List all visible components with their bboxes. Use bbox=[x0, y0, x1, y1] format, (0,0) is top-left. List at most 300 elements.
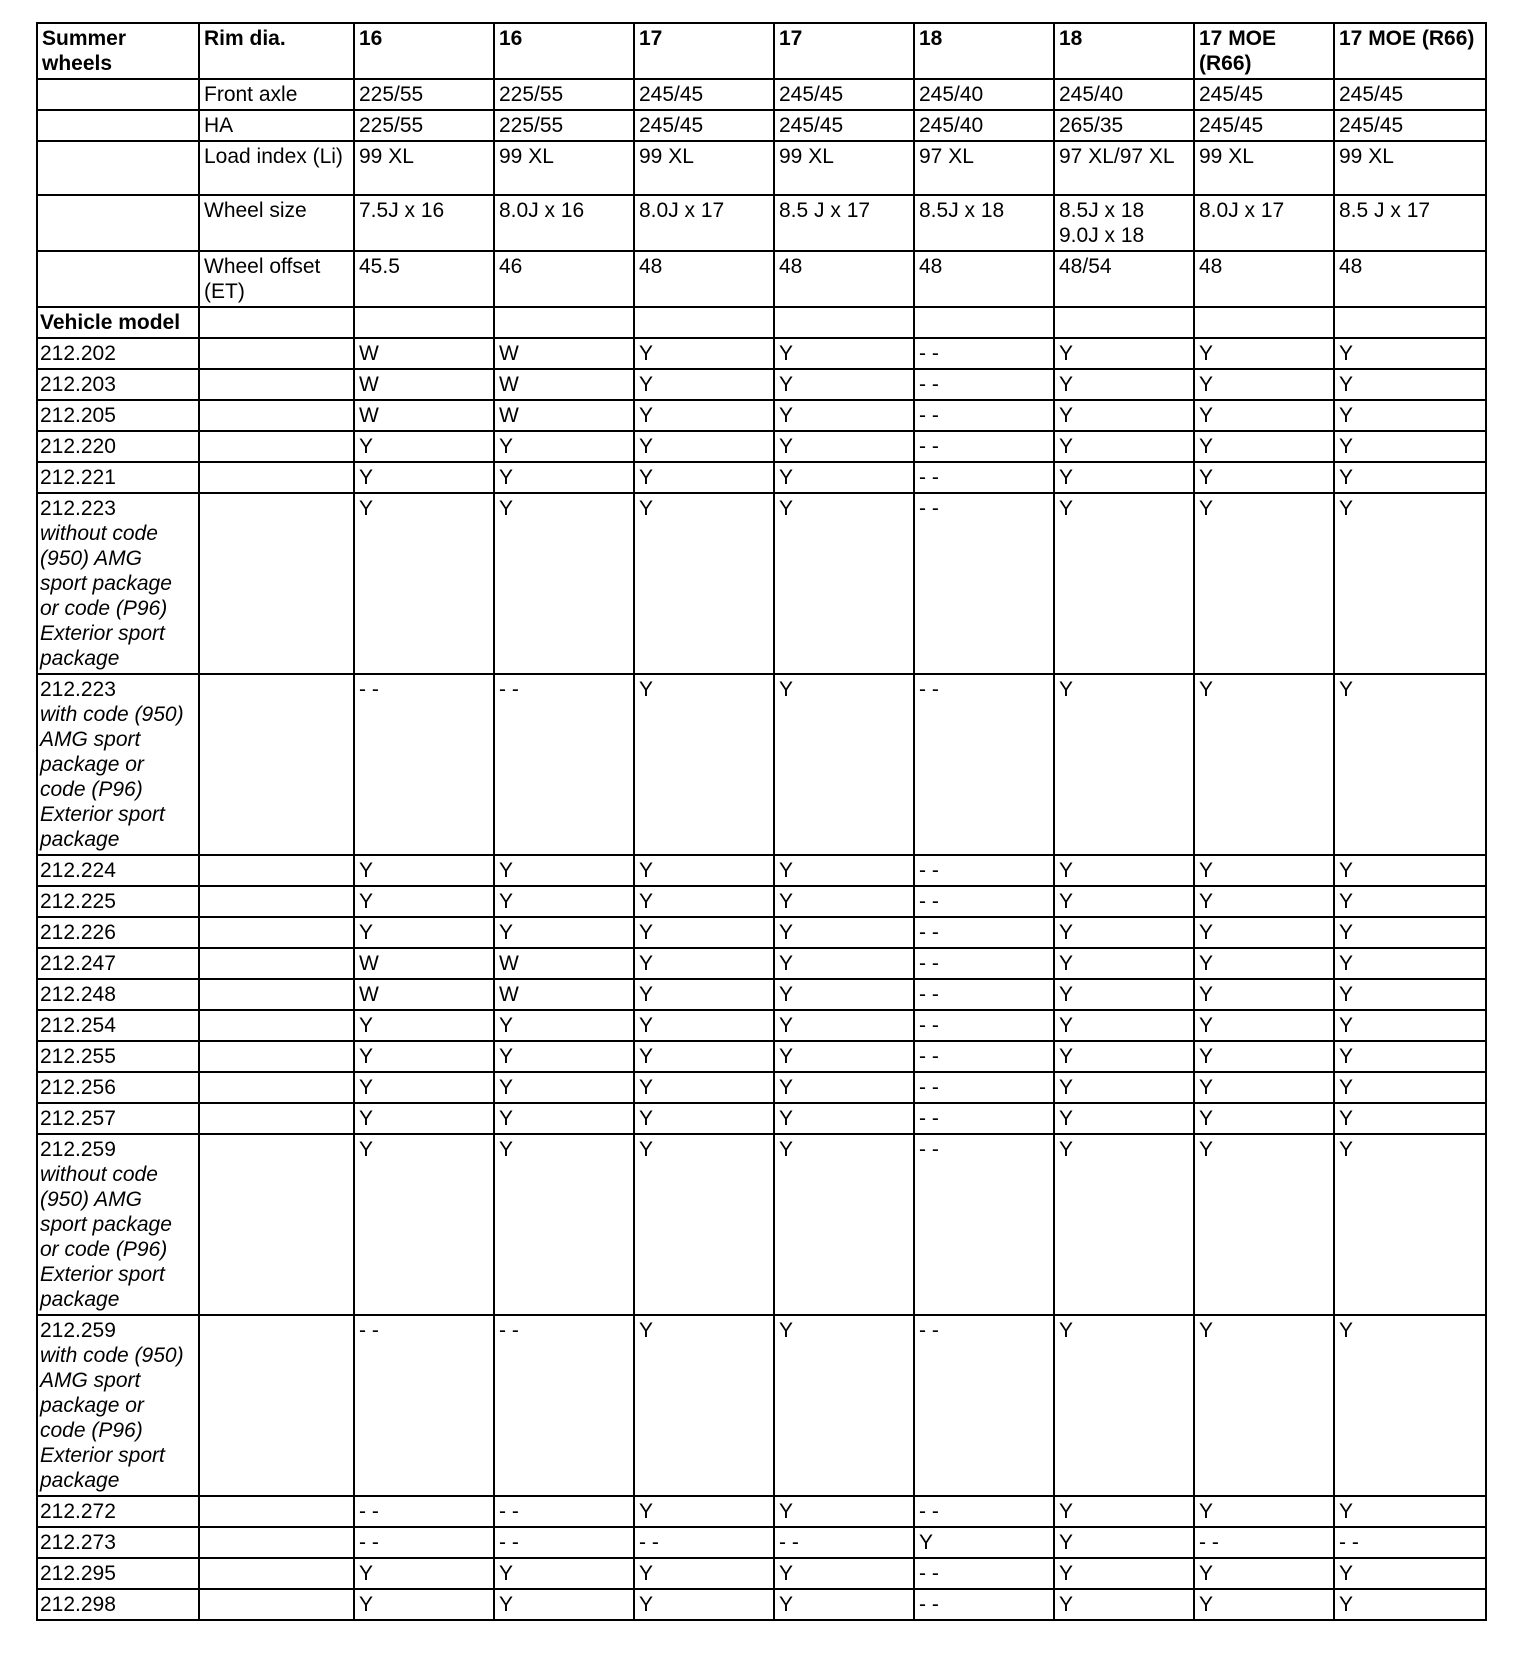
compatibility-value: Y bbox=[1194, 917, 1334, 948]
compatibility-value: Y bbox=[1054, 855, 1194, 886]
compatibility-value: Y bbox=[1054, 1041, 1194, 1072]
vehicle-model-cell bbox=[37, 855, 199, 886]
spec-label: HA bbox=[199, 110, 354, 141]
compatibility-value: Y bbox=[494, 1589, 634, 1620]
compatibility-value: Y bbox=[354, 1072, 494, 1103]
compatibility-value: - - bbox=[354, 1496, 494, 1527]
spec-value bbox=[1054, 110, 1194, 141]
compatibility-value: - - bbox=[914, 462, 1054, 493]
compatibility-value: Y bbox=[774, 1041, 914, 1072]
vehicle-model-note: without code (950) AMG sport package or code (P96) Exterior sport package bbox=[40, 1163, 172, 1311]
compatibility-value: Y bbox=[1334, 1041, 1486, 1072]
spec-value bbox=[494, 110, 634, 141]
spec-value-line: 48 bbox=[1339, 255, 1363, 278]
empty-cell bbox=[199, 886, 354, 917]
compatibility-value: Y bbox=[1334, 1558, 1486, 1589]
spec-value bbox=[1054, 141, 1194, 195]
compatibility-value: - - bbox=[914, 1134, 1054, 1315]
table-row bbox=[37, 1103, 1486, 1134]
table-row bbox=[37, 886, 1486, 917]
spec-value-line: 45.5 bbox=[359, 255, 400, 278]
compatibility-value: Y bbox=[494, 1072, 634, 1103]
compatibility-value: Y bbox=[634, 338, 774, 369]
table-row bbox=[37, 948, 1486, 979]
empty-cell bbox=[199, 338, 354, 369]
empty-cell bbox=[354, 307, 494, 338]
vehicle-model-id: 212.295 bbox=[40, 1562, 116, 1585]
spec-value bbox=[354, 141, 494, 195]
vehicle-model-cell bbox=[37, 1072, 199, 1103]
compatibility-value: Y bbox=[1334, 431, 1486, 462]
spec-row bbox=[37, 110, 1486, 141]
vehicle-model-id: 212.273 bbox=[40, 1531, 116, 1554]
vehicle-model-header-row bbox=[37, 307, 1486, 338]
compatibility-value: Y bbox=[774, 1103, 914, 1134]
vehicle-model-id: 212.203 bbox=[40, 373, 116, 396]
spec-value-line: 245/40 bbox=[919, 83, 984, 106]
compatibility-value: - - bbox=[914, 1103, 1054, 1134]
compatibility-value: - - bbox=[914, 1558, 1054, 1589]
table-row bbox=[37, 674, 1486, 855]
table-row bbox=[37, 1010, 1486, 1041]
table-row bbox=[37, 493, 1486, 674]
empty-cell bbox=[634, 307, 774, 338]
compatibility-value: Y bbox=[774, 462, 914, 493]
spec-value bbox=[1054, 79, 1194, 110]
vehicle-model-cell bbox=[37, 674, 199, 855]
compatibility-value: - - bbox=[914, 1072, 1054, 1103]
spec-row bbox=[37, 251, 1486, 307]
spec-value bbox=[354, 79, 494, 110]
compatibility-value: Y bbox=[1334, 886, 1486, 917]
compatibility-value: Y bbox=[1334, 493, 1486, 674]
spec-value-line: 245/45 bbox=[779, 83, 844, 106]
compatibility-value: Y bbox=[774, 431, 914, 462]
compatibility-value: - - bbox=[914, 431, 1054, 462]
empty-cell bbox=[1334, 307, 1486, 338]
table-row bbox=[37, 1527, 1486, 1558]
table-row bbox=[37, 369, 1486, 400]
vehicle-model-cell bbox=[37, 979, 199, 1010]
vehicle-model-note: with code (950) AMG sport package or code (P96) Exterior sport package bbox=[40, 703, 184, 851]
compatibility-value: Y bbox=[1054, 1496, 1194, 1527]
vehicle-model-cell bbox=[37, 1134, 199, 1315]
compatibility-value: Y bbox=[1334, 674, 1486, 855]
spec-value bbox=[1054, 251, 1194, 307]
vehicle-model-note: without code (950) AMG sport package or code (P96) Exterior sport package bbox=[40, 522, 172, 670]
spec-value-line: 48 bbox=[639, 255, 663, 278]
compatibility-value: Y bbox=[1194, 1315, 1334, 1496]
compatibility-value: Y bbox=[634, 431, 774, 462]
spec-value-line: 99 XL bbox=[1339, 145, 1394, 168]
compatibility-value: Y bbox=[774, 400, 914, 431]
vehicle-model-cell bbox=[37, 369, 199, 400]
empty-cell bbox=[199, 979, 354, 1010]
compatibility-value: Y bbox=[494, 431, 634, 462]
spec-label: Wheel offset (ET) bbox=[199, 251, 354, 307]
spec-value-line: 8.5 J x 17 bbox=[1339, 199, 1431, 222]
spec-value-line: 245/45 bbox=[1339, 114, 1404, 137]
compatibility-value: Y bbox=[1194, 886, 1334, 917]
compatibility-value: Y bbox=[634, 1558, 774, 1589]
compatibility-value: Y bbox=[634, 855, 774, 886]
compatibility-value: Y bbox=[1054, 886, 1194, 917]
spec-value-line: 245/45 bbox=[1199, 114, 1264, 137]
vehicle-model-cell bbox=[37, 338, 199, 369]
spec-value bbox=[1334, 110, 1486, 141]
compatibility-value: Y bbox=[1334, 1103, 1486, 1134]
spec-value-line: 46 bbox=[499, 255, 523, 278]
spec-value-line: 99 XL bbox=[639, 145, 694, 168]
vehicle-model-id: 212.248 bbox=[40, 983, 116, 1006]
vehicle-model-id: 212.202 bbox=[40, 342, 116, 365]
compatibility-value: Y bbox=[1054, 1010, 1194, 1041]
compatibility-value: - - bbox=[914, 917, 1054, 948]
compatibility-value: - - bbox=[914, 493, 1054, 674]
compatibility-value: Y bbox=[1054, 369, 1194, 400]
spec-value bbox=[1194, 110, 1334, 141]
rim-diameter-value: 17 bbox=[634, 23, 774, 79]
compatibility-value: Y bbox=[1194, 1041, 1334, 1072]
compatibility-value: Y bbox=[774, 917, 914, 948]
vehicle-model-cell bbox=[37, 493, 199, 674]
spec-value-line: 245/45 bbox=[779, 114, 844, 137]
compatibility-value: Y bbox=[1054, 1072, 1194, 1103]
compatibility-value: Y bbox=[634, 1315, 774, 1496]
compatibility-value: Y bbox=[1334, 1496, 1486, 1527]
compatibility-value: - - bbox=[914, 886, 1054, 917]
vehicle-model-id: 212.298 bbox=[40, 1593, 116, 1616]
compatibility-value: Y bbox=[1054, 1589, 1194, 1620]
empty-cell bbox=[37, 141, 199, 195]
compatibility-value: Y bbox=[1334, 948, 1486, 979]
spec-value-line: 245/45 bbox=[1199, 83, 1264, 106]
vehicle-model-cell bbox=[37, 462, 199, 493]
compatibility-value: Y bbox=[494, 1010, 634, 1041]
empty-cell bbox=[199, 1558, 354, 1589]
vehicle-model-id: 212.220 bbox=[40, 435, 116, 458]
spec-value bbox=[914, 79, 1054, 110]
spec-value bbox=[634, 110, 774, 141]
vehicle-model-id: 212.256 bbox=[40, 1076, 116, 1099]
spec-value-line: 225/55 bbox=[359, 83, 424, 106]
spec-value bbox=[634, 79, 774, 110]
compatibility-value: Y bbox=[494, 917, 634, 948]
empty-cell bbox=[1194, 307, 1334, 338]
compatibility-value: Y bbox=[1334, 917, 1486, 948]
compatibility-value: Y bbox=[774, 674, 914, 855]
compatibility-value: - - bbox=[914, 1315, 1054, 1496]
rim-diameter-value: 17 MOE (R66) bbox=[1194, 23, 1334, 79]
spec-value bbox=[634, 251, 774, 307]
compatibility-value: - - bbox=[494, 1496, 634, 1527]
compatibility-value: Y bbox=[634, 462, 774, 493]
spec-value-line: 97 XL/97 XL bbox=[1059, 145, 1175, 168]
compatibility-value: - - bbox=[914, 369, 1054, 400]
vehicle-model-label: Vehicle model bbox=[37, 307, 199, 338]
compatibility-value: - - bbox=[914, 1010, 1054, 1041]
compatibility-value: Y bbox=[494, 493, 634, 674]
vehicle-model-note: with code (950) AMG sport package or code (P96) Exterior sport package bbox=[40, 1344, 184, 1492]
empty-cell bbox=[199, 917, 354, 948]
table-title: Summer wheels bbox=[37, 23, 199, 79]
spec-value-line: 48/54 bbox=[1059, 255, 1112, 278]
spec-value bbox=[494, 195, 634, 251]
spec-value-line: 245/40 bbox=[919, 114, 984, 137]
vehicle-model-cell bbox=[37, 886, 199, 917]
compatibility-value: Y bbox=[634, 1041, 774, 1072]
compatibility-value: Y bbox=[1194, 1589, 1334, 1620]
spec-value bbox=[1194, 251, 1334, 307]
spec-value-line: 8.5J x 18 bbox=[1059, 199, 1145, 222]
spec-value-line: 48 bbox=[1199, 255, 1223, 278]
compatibility-value: Y bbox=[774, 1134, 914, 1315]
compatibility-value: W bbox=[494, 369, 634, 400]
compatibility-value: Y bbox=[774, 855, 914, 886]
compatibility-value: Y bbox=[634, 886, 774, 917]
compatibility-value: - - bbox=[1194, 1527, 1334, 1558]
compatibility-value: Y bbox=[494, 1041, 634, 1072]
spec-value bbox=[634, 141, 774, 195]
compatibility-value: Y bbox=[1194, 1558, 1334, 1589]
spec-value bbox=[774, 251, 914, 307]
compatibility-value: - - bbox=[914, 1496, 1054, 1527]
spec-value bbox=[914, 195, 1054, 251]
compatibility-value: Y bbox=[1054, 1134, 1194, 1315]
compatibility-value: Y bbox=[494, 886, 634, 917]
compatibility-value: Y bbox=[634, 1589, 774, 1620]
empty-cell bbox=[199, 1589, 354, 1620]
compatibility-value: Y bbox=[1054, 462, 1194, 493]
spec-value-line: 245/45 bbox=[639, 114, 704, 137]
compatibility-value: Y bbox=[1194, 1134, 1334, 1315]
compatibility-value: Y bbox=[1334, 1589, 1486, 1620]
compatibility-value: Y bbox=[1054, 674, 1194, 855]
vehicle-model-id: 212.259 bbox=[40, 1319, 116, 1342]
empty-cell bbox=[199, 1527, 354, 1558]
empty-cell bbox=[494, 307, 634, 338]
vehicle-model-cell bbox=[37, 1103, 199, 1134]
rim-diameter-value: 16 bbox=[494, 23, 634, 79]
vehicle-model-id: 212.255 bbox=[40, 1045, 116, 1068]
compatibility-value: Y bbox=[774, 1315, 914, 1496]
vehicle-model-id: 212.223 bbox=[40, 497, 116, 520]
table-row bbox=[37, 1496, 1486, 1527]
compatibility-value: Y bbox=[1054, 948, 1194, 979]
compatibility-value: Y bbox=[914, 1527, 1054, 1558]
compatibility-value: Y bbox=[1334, 855, 1486, 886]
spec-row bbox=[37, 195, 1486, 251]
compatibility-value: Y bbox=[354, 886, 494, 917]
empty-cell bbox=[37, 195, 199, 251]
vehicle-model-cell bbox=[37, 431, 199, 462]
compatibility-value: - - bbox=[914, 1041, 1054, 1072]
empty-cell bbox=[199, 948, 354, 979]
compatibility-value: Y bbox=[774, 1589, 914, 1620]
compatibility-value: W bbox=[494, 400, 634, 431]
wheel-compatibility-table bbox=[36, 22, 1487, 1621]
empty-cell bbox=[1054, 307, 1194, 338]
compatibility-value: - - bbox=[914, 948, 1054, 979]
compatibility-value: Y bbox=[1194, 948, 1334, 979]
empty-cell bbox=[199, 1041, 354, 1072]
compatibility-value: Y bbox=[634, 948, 774, 979]
vehicle-model-id: 212.223 bbox=[40, 678, 116, 701]
empty-cell bbox=[199, 400, 354, 431]
rim-diameter-value: 17 MOE (R66) bbox=[1334, 23, 1486, 79]
vehicle-model-cell bbox=[37, 1527, 199, 1558]
header-row bbox=[37, 23, 1486, 79]
compatibility-value: Y bbox=[1334, 369, 1486, 400]
spec-value-line: 97 XL bbox=[919, 145, 974, 168]
compatibility-value: Y bbox=[1054, 493, 1194, 674]
empty-cell bbox=[199, 1315, 354, 1496]
compatibility-value: Y bbox=[1334, 1134, 1486, 1315]
compatibility-value: - - bbox=[914, 855, 1054, 886]
compatibility-value: - - bbox=[914, 338, 1054, 369]
empty-cell bbox=[37, 110, 199, 141]
table-row bbox=[37, 400, 1486, 431]
compatibility-value: Y bbox=[774, 1010, 914, 1041]
vehicle-model-cell bbox=[37, 1041, 199, 1072]
compatibility-value: Y bbox=[1054, 431, 1194, 462]
compatibility-value: Y bbox=[354, 1010, 494, 1041]
compatibility-value: Y bbox=[774, 493, 914, 674]
empty-cell bbox=[914, 307, 1054, 338]
spec-value-line: 8.0J x 16 bbox=[499, 199, 585, 222]
table-row bbox=[37, 917, 1486, 948]
spec-value bbox=[1194, 141, 1334, 195]
compatibility-value: Y bbox=[634, 493, 774, 674]
spec-value-line: 7.5J x 16 bbox=[359, 199, 445, 222]
table-row bbox=[37, 338, 1486, 369]
empty-cell bbox=[199, 369, 354, 400]
compatibility-value: - - bbox=[914, 400, 1054, 431]
rim-diameter-value: 18 bbox=[1054, 23, 1194, 79]
empty-cell bbox=[199, 493, 354, 674]
compatibility-value: Y bbox=[774, 948, 914, 979]
table-body bbox=[37, 23, 1486, 1620]
empty-cell bbox=[199, 1103, 354, 1134]
compatibility-value: Y bbox=[774, 1072, 914, 1103]
compatibility-value: Y bbox=[494, 1558, 634, 1589]
table-row bbox=[37, 1072, 1486, 1103]
spec-value bbox=[914, 141, 1054, 195]
compatibility-value: Y bbox=[354, 431, 494, 462]
compatibility-value: Y bbox=[1194, 369, 1334, 400]
compatibility-value: Y bbox=[1054, 979, 1194, 1010]
compatibility-value: Y bbox=[634, 674, 774, 855]
vehicle-model-id: 212.226 bbox=[40, 921, 116, 944]
spec-value bbox=[914, 251, 1054, 307]
empty-cell bbox=[774, 307, 914, 338]
spec-value bbox=[494, 141, 634, 195]
spec-value-line: 245/40 bbox=[1059, 83, 1124, 106]
compatibility-value: Y bbox=[1334, 1072, 1486, 1103]
spec-value bbox=[774, 79, 914, 110]
spec-value-line: 265/35 bbox=[1059, 114, 1124, 137]
compatibility-value: Y bbox=[1334, 338, 1486, 369]
spec-value bbox=[354, 110, 494, 141]
vehicle-model-id: 212.247 bbox=[40, 952, 116, 975]
empty-cell bbox=[37, 251, 199, 307]
spec-row bbox=[37, 141, 1486, 195]
compatibility-value: Y bbox=[634, 400, 774, 431]
vehicle-model-cell bbox=[37, 948, 199, 979]
vehicle-model-id: 212.205 bbox=[40, 404, 116, 427]
compatibility-value: Y bbox=[1194, 338, 1334, 369]
spec-value bbox=[1194, 79, 1334, 110]
spec-value-line: 225/55 bbox=[359, 114, 424, 137]
compatibility-value: Y bbox=[354, 917, 494, 948]
spec-value bbox=[914, 110, 1054, 141]
compatibility-value: Y bbox=[774, 1496, 914, 1527]
spec-value-line: 245/45 bbox=[1339, 83, 1404, 106]
empty-cell bbox=[199, 1010, 354, 1041]
compatibility-value: Y bbox=[634, 1072, 774, 1103]
compatibility-value: - - bbox=[354, 1315, 494, 1496]
empty-cell bbox=[199, 1496, 354, 1527]
compatibility-value: - - bbox=[354, 674, 494, 855]
vehicle-model-cell bbox=[37, 1315, 199, 1496]
compatibility-value: Y bbox=[634, 1103, 774, 1134]
spec-value-line: 99 XL bbox=[779, 145, 834, 168]
compatibility-value: Y bbox=[1054, 1315, 1194, 1496]
spec-value bbox=[1054, 195, 1194, 251]
compatibility-value: Y bbox=[1194, 1496, 1334, 1527]
compatibility-value: W bbox=[494, 979, 634, 1010]
spec-value-line: 99 XL bbox=[359, 145, 414, 168]
compatibility-value: W bbox=[354, 369, 494, 400]
spec-value-line: 48 bbox=[919, 255, 943, 278]
vehicle-model-cell bbox=[37, 1558, 199, 1589]
compatibility-value: Y bbox=[1334, 462, 1486, 493]
spec-value-line: 8.0J x 17 bbox=[639, 199, 725, 222]
spec-value bbox=[634, 195, 774, 251]
compatibility-value: Y bbox=[354, 1589, 494, 1620]
table-row bbox=[37, 1558, 1486, 1589]
spec-value-line: 8.0J x 17 bbox=[1199, 199, 1285, 222]
spec-value bbox=[1194, 195, 1334, 251]
spec-value bbox=[1334, 141, 1486, 195]
compatibility-value: - - bbox=[914, 1589, 1054, 1620]
compatibility-value: W bbox=[494, 338, 634, 369]
compatibility-value: Y bbox=[1054, 338, 1194, 369]
compatibility-value: Y bbox=[494, 1103, 634, 1134]
compatibility-value: Y bbox=[634, 979, 774, 1010]
vehicle-model-id: 212.221 bbox=[40, 466, 116, 489]
compatibility-value: W bbox=[354, 948, 494, 979]
spec-value bbox=[774, 195, 914, 251]
table-row bbox=[37, 1041, 1486, 1072]
compatibility-value: Y bbox=[1054, 1558, 1194, 1589]
compatibility-value: Y bbox=[354, 1134, 494, 1315]
compatibility-value: Y bbox=[774, 1558, 914, 1589]
vehicle-model-cell bbox=[37, 1010, 199, 1041]
table-row bbox=[37, 462, 1486, 493]
spec-value-line: 8.5 J x 17 bbox=[779, 199, 871, 222]
vehicle-model-cell bbox=[37, 1589, 199, 1620]
spec-value-line: 99 XL bbox=[1199, 145, 1254, 168]
compatibility-value: Y bbox=[494, 855, 634, 886]
compatibility-value: - - bbox=[494, 674, 634, 855]
compatibility-value: W bbox=[354, 979, 494, 1010]
empty-cell bbox=[199, 462, 354, 493]
compatibility-value: Y bbox=[1194, 431, 1334, 462]
empty-cell bbox=[199, 855, 354, 886]
vehicle-model-cell bbox=[37, 400, 199, 431]
empty-cell bbox=[199, 307, 354, 338]
